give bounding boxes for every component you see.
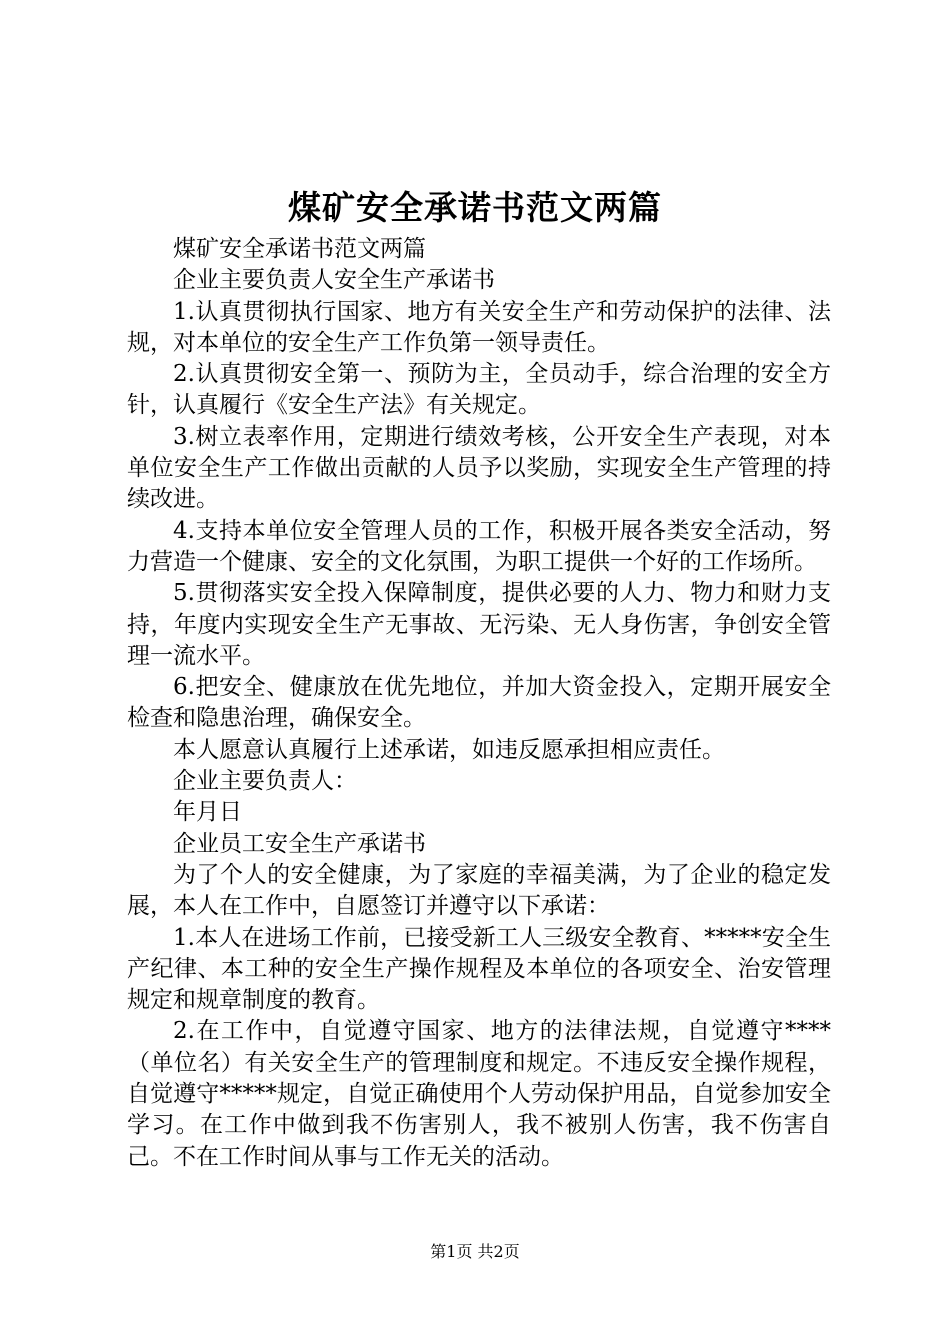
paragraph: 4.支持本单位安全管理人员的工作，积极开展各类安全活动，努力营造一个健康、安全的文化氛围，为职工提供一个好的工作场所。 [127,517,831,575]
paragraph: 5.贯彻落实安全投入保障制度，提供必要的人力、物力和财力支持，年度内实现安全生产无事故、无污染、无人身伤害，争创安全管理一流水平。 [127,580,831,669]
document-title: 煤矿安全承诺书范文两篇 [288,188,662,227]
paragraph: 6.把安全、健康放在优先地位，并加大资金投入，定期开展安全检查和隐患治理，确保安全。 [127,674,831,732]
paragraph: 1.认真贯彻执行国家、地方有关安全生产和劳动保护的法律、法规，对本单位的安全生产工作负第一领导责任。 [127,298,831,356]
paragraph: 为了个人的安全健康，为了家庭的幸福美满，为了企业的稳定发展，本人在工作中，自愿签订并遵守以下承诺： [127,861,831,920]
paragraph: 3.树立表率作用，定期进行绩效考核，公开安全生产表现，对本单位安全生产工作做出贡献的人员予以奖励，实现安全生产管理的持续改进。 [127,423,831,513]
signature-label: 企业主要负责人： [173,768,357,795]
paragraph: 本人愿意认真履行上述承诺，如违反愿承担相应责任。 [173,736,725,763]
date-label: 年月日 [173,799,242,826]
section-heading: 企业员工安全生产承诺书 [173,830,426,857]
paragraph: 煤矿安全承诺书范文两篇 [173,236,426,262]
paragraph: 2.认真贯彻安全第一、预防为主，全员动手，综合治理的安全方针，认真履行《安全生产法》有关规定。 [127,361,831,419]
document-body [127,234,831,1173]
section-heading: 企业主要负责人安全生产承诺书 [173,267,495,294]
paragraph: 1.本人在进场工作前，已接受新工人三级安全教育、*****安全生产纪律、本工种的安全生产操作规程及本单位的各项安全、治安管理规定和规章制度的教育。 [127,924,831,1014]
page-footer: 第1页 共2页 [430,1242,520,1261]
paragraph: 2.在工作中，自觉遵守国家、地方的法律法规，自觉遵守****（单位名）有关安全生产的管理制度和规定。不违反安全操作规程，自觉遵守*****规定，自觉正确使用个人劳动保护用品，自觉参加安全学习。在工作中做到我不伤害别人，我不被别人伤害，我不伤害自己。不在工作时间从事与工作无关的活动。 [127,1018,831,1170]
